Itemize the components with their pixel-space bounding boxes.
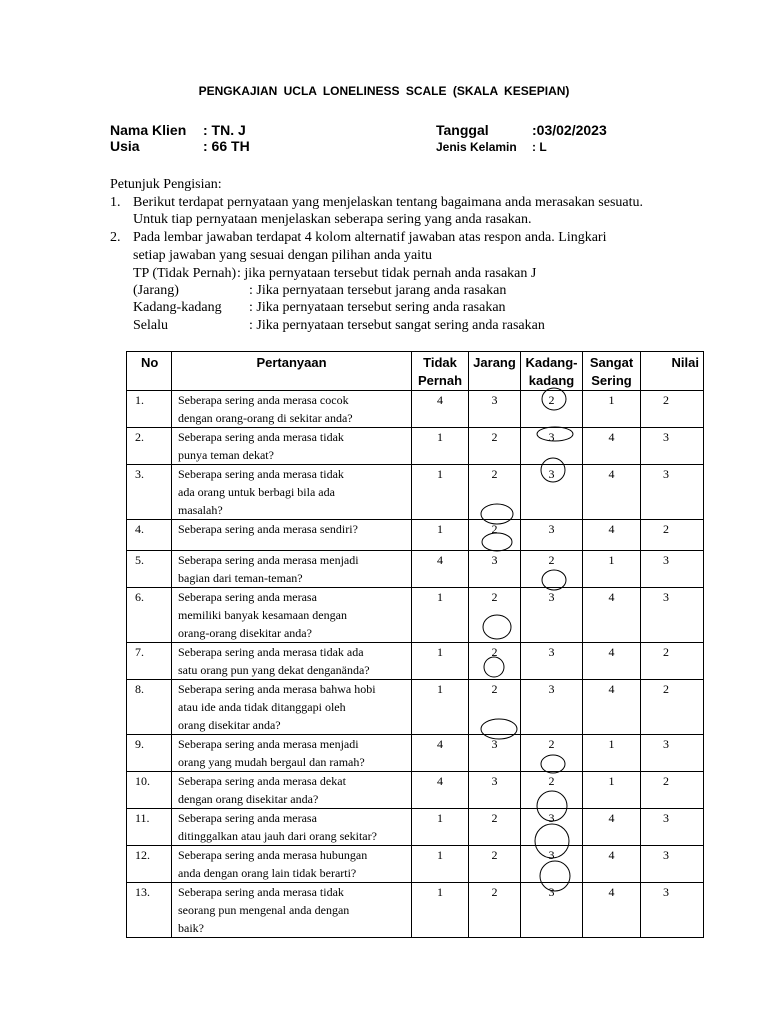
question-text: [172, 465, 412, 520]
table-body: [127, 391, 704, 938]
instruction-1-line-1: Berikut terdapat pernyataan yang menjelaskan tentang bagaimana anda merasakan sesuatu.: [133, 195, 644, 210]
score-jarang: 2: [469, 643, 521, 680]
row-number: 6.: [127, 588, 172, 643]
score-sangat-sering: 4: [583, 643, 641, 680]
question-line: Seberapa sering anda merasa: [178, 590, 317, 604]
score-tidak-pernah: 1: [412, 465, 469, 520]
table-row: [127, 465, 704, 520]
header-sangat-sering: [583, 352, 641, 391]
legend-term: TP (Tidak Pernah): [133, 266, 237, 281]
question-line: baik?: [178, 921, 204, 935]
question-text: [172, 846, 412, 883]
row-number: 2.: [127, 428, 172, 465]
score-sangat-sering: 1: [583, 772, 641, 809]
score-kadang-kadang: 3: [521, 520, 583, 551]
question-line: orang disekitar anda?: [178, 718, 281, 732]
question-line: ditinggalkan atau jauh dari orang sekitar?: [178, 829, 377, 843]
score-kadang-kadang: 2: [521, 772, 583, 809]
table-row: [127, 680, 704, 735]
instruction-1-line-2: Untuk tiap pernyataan menjelaskan seberapa sering yang anda rasakan.: [133, 212, 532, 227]
score-jarang: 3: [469, 735, 521, 772]
question-line: dengan orang disekitar anda?: [178, 792, 319, 806]
score-jarang: 3: [469, 772, 521, 809]
legend-desc: : Jika pernyataan tersebut sering anda rasakan: [249, 300, 506, 315]
score-jarang: 3: [469, 391, 521, 428]
score-jarang: 2: [469, 809, 521, 846]
row-number: 9.: [127, 735, 172, 772]
table-row: [127, 643, 704, 680]
score-nilai: 2: [641, 391, 704, 428]
instructions-heading: Petunjuk Pengisian:: [110, 177, 222, 192]
score-kadang-kadang: 3: [521, 846, 583, 883]
header-sangat-line-1: Sangat: [589, 355, 634, 370]
question-text: [172, 520, 412, 551]
score-kadang-kadang: 3: [521, 809, 583, 846]
score-jarang: 2: [469, 883, 521, 938]
question-line: Seberapa sering anda merasa tidak: [178, 885, 344, 899]
table-row: [127, 551, 704, 588]
score-tidak-pernah: 1: [412, 643, 469, 680]
score-kadang-kadang: 3: [521, 428, 583, 465]
question-line: ada orang untuk berbagi bila ada: [178, 485, 335, 499]
score-sangat-sering: 1: [583, 735, 641, 772]
legend-term: Kadang-kadang: [133, 300, 222, 315]
score-tidak-pernah: 1: [412, 680, 469, 735]
gender-label: Jenis Kelamin: [436, 140, 517, 154]
score-sangat-sering: 1: [583, 391, 641, 428]
question-text: [172, 809, 412, 846]
score-jarang: 2: [469, 588, 521, 643]
client-name-label: Nama Klien: [110, 122, 187, 138]
question-line: anda dengan orang lain tidak berarti?: [178, 866, 357, 880]
question-line: Seberapa sering anda merasa tidak ada: [178, 645, 364, 659]
question-line: orang-orang disekitar anda?: [178, 626, 312, 640]
header-question: Pertanyaan: [172, 352, 412, 391]
score-tidak-pernah: 4: [412, 551, 469, 588]
score-sangat-sering: 4: [583, 520, 641, 551]
score-kadang-kadang: 3: [521, 680, 583, 735]
date-value: :03/02/2023: [532, 122, 607, 138]
score-kadang-kadang: 2: [521, 551, 583, 588]
question-text: [172, 883, 412, 938]
score-nilai: 3: [641, 809, 704, 846]
score-sangat-sering: 4: [583, 465, 641, 520]
score-nilai: 3: [641, 588, 704, 643]
row-number: 7.: [127, 643, 172, 680]
question-line: Seberapa sering anda merasa tidak: [178, 467, 344, 481]
question-line: bagian dari teman-teman?: [178, 571, 303, 585]
client-age-label: Usia: [110, 138, 140, 154]
table-row: [127, 588, 704, 643]
score-tidak-pernah: 4: [412, 772, 469, 809]
table-row: [127, 428, 704, 465]
question-line: atau ide anda tidak ditanggapi oleh: [178, 700, 346, 714]
row-number: 13.: [127, 883, 172, 938]
client-name-value: : TN. J: [203, 122, 246, 138]
question-line: masalah?: [178, 503, 223, 517]
row-number: 3.: [127, 465, 172, 520]
question-line: Seberapa sering anda merasa menjadi: [178, 737, 359, 751]
score-sangat-sering: 4: [583, 680, 641, 735]
score-nilai: 2: [641, 520, 704, 551]
question-line: Seberapa sering anda merasa: [178, 811, 317, 825]
score-sangat-sering: 4: [583, 883, 641, 938]
score-sangat-sering: 4: [583, 846, 641, 883]
instruction-2-number: 2.: [110, 230, 121, 245]
header-jarang: Jarang: [469, 352, 521, 391]
legend-desc: : jika pernyataan tersebut tidak pernah anda rasakan J: [237, 266, 537, 281]
score-kadang-kadang: 2: [521, 391, 583, 428]
row-number: 8.: [127, 680, 172, 735]
score-nilai: 2: [641, 772, 704, 809]
score-jarang: 3: [469, 551, 521, 588]
question-line: dengan orang-orang di sekitar anda?: [178, 411, 353, 425]
row-number: 1.: [127, 391, 172, 428]
row-number: 10.: [127, 772, 172, 809]
score-nilai: 3: [641, 735, 704, 772]
question-line: Seberapa sering anda merasa tidak: [178, 430, 344, 444]
table-row: [127, 883, 704, 938]
table-row: [127, 391, 704, 428]
instruction-1-number: 1.: [110, 195, 121, 210]
header-sangat-line-2: Sering: [591, 373, 632, 388]
score-tidak-pernah: 4: [412, 735, 469, 772]
question-line: memiliki banyak kesamaan dengan: [178, 608, 347, 622]
instruction-2-line-1: Pada lembar jawaban terdapat 4 kolom alternatif jawaban atas respon anda. Lingkari: [133, 230, 607, 245]
score-nilai: 2: [641, 643, 704, 680]
score-tidak-pernah: 1: [412, 520, 469, 551]
question-line: Seberapa sering anda merasa bahwa hobi: [178, 682, 376, 696]
table-row: [127, 809, 704, 846]
row-number: 12.: [127, 846, 172, 883]
client-age-value: : 66 TH: [203, 138, 250, 154]
score-nilai: 3: [641, 465, 704, 520]
score-jarang: 2: [469, 428, 521, 465]
question-text: [172, 680, 412, 735]
date-label: Tanggal: [436, 122, 489, 138]
header-kadang-line-2: kadang: [528, 373, 575, 388]
question-text: [172, 735, 412, 772]
row-number: 11.: [127, 809, 172, 846]
table-row: [127, 735, 704, 772]
header-no: No: [127, 352, 172, 391]
question-line: Seberapa sering anda merasa hubungan: [178, 848, 368, 862]
score-kadang-kadang: 3: [521, 465, 583, 520]
score-nilai: 3: [641, 551, 704, 588]
score-nilai: 3: [641, 846, 704, 883]
legend-desc: : Jika pernyataan tersebut sangat sering anda rasakan: [249, 318, 545, 333]
loneliness-scale-table: [126, 351, 704, 938]
question-line: punya teman dekat?: [178, 448, 274, 462]
table-row: [127, 772, 704, 809]
score-sangat-sering: 4: [583, 588, 641, 643]
question-line: satu orang pun yang dekat denganända?: [178, 663, 370, 677]
score-kadang-kadang: 3: [521, 883, 583, 938]
score-nilai: 3: [641, 428, 704, 465]
table-row: [127, 520, 704, 551]
score-sangat-sering: 4: [583, 809, 641, 846]
score-jarang: 2: [469, 465, 521, 520]
header-tidak-pernah-line-2: Pernah: [417, 373, 463, 388]
page-title: PENGKAJIAN UCLA LONELINESS SCALE (SKALA KESEPIAN): [198, 84, 570, 98]
header-tidak-pernah-line-1: Tidak: [423, 355, 457, 370]
question-text: [172, 428, 412, 465]
table-row: [127, 846, 704, 883]
legend-desc: : Jika pernyataan tersebut jarang anda rasakan: [249, 283, 507, 298]
header-nilai: Nilai: [641, 352, 704, 391]
header-kadang-kadang: [521, 352, 583, 391]
question-text: [172, 551, 412, 588]
question-line: orang yang mudah bergaul dan ramah?: [178, 755, 365, 769]
score-tidak-pernah: 4: [412, 391, 469, 428]
question-text: [172, 772, 412, 809]
row-number: 5.: [127, 551, 172, 588]
score-tidak-pernah: 1: [412, 428, 469, 465]
question-text: [172, 391, 412, 428]
score-tidak-pernah: 1: [412, 809, 469, 846]
table-header-row: [127, 352, 704, 391]
question-line: Seberapa sering anda merasa sendiri?: [178, 522, 358, 536]
question-line: Seberapa sering anda merasa cocok: [178, 393, 349, 407]
score-nilai: 2: [641, 680, 704, 735]
question-text: [172, 588, 412, 643]
row-number: 4.: [127, 520, 172, 551]
score-tidak-pernah: 1: [412, 588, 469, 643]
header-kadang-line-1: Kadang-: [525, 355, 578, 370]
score-jarang: 2: [469, 680, 521, 735]
score-kadang-kadang: 3: [521, 643, 583, 680]
legend-term: (Jarang): [133, 283, 179, 298]
score-sangat-sering: 4: [583, 428, 641, 465]
score-nilai: 3: [641, 883, 704, 938]
score-tidak-pernah: 1: [412, 883, 469, 938]
score-sangat-sering: 1: [583, 551, 641, 588]
score-kadang-kadang: 2: [521, 735, 583, 772]
question-text: [172, 643, 412, 680]
score-kadang-kadang: 3: [521, 588, 583, 643]
instruction-2-line-2: setiap jawaban yang sesuai dengan pilihan anda yaitu: [133, 248, 432, 263]
question-line: Seberapa sering anda merasa dekat: [178, 774, 346, 788]
legend-term: Selalu: [133, 318, 168, 333]
score-jarang: 2: [469, 846, 521, 883]
question-line: Seberapa sering anda merasa menjadi: [178, 553, 359, 567]
gender-value: : L: [532, 140, 547, 154]
score-tidak-pernah: 1: [412, 846, 469, 883]
question-line: seorang pun mengenal anda dengan: [178, 903, 350, 917]
header-tidak-pernah: [412, 352, 469, 391]
score-jarang: 2: [469, 520, 521, 551]
